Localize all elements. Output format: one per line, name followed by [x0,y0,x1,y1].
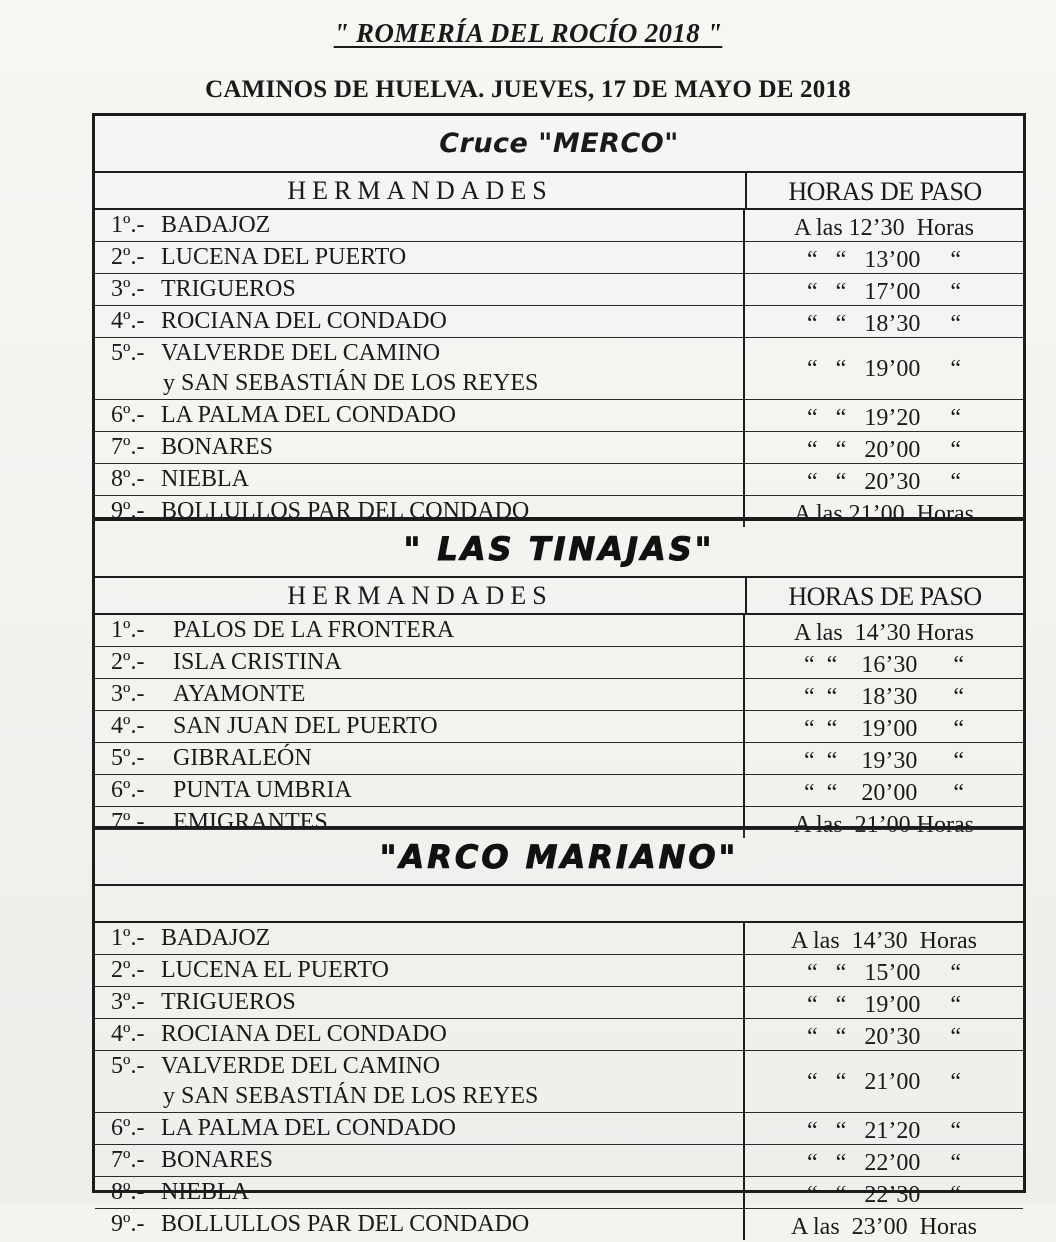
row-number: 4º.- [111,308,145,334]
hora-de-paso-cell: A las 12’30 Horas [794,214,974,241]
hermandad-name: LUCENA DEL PUERTO [161,244,407,270]
table-row [95,1019,1023,1051]
row-number: 6º.- [111,777,145,803]
hermandad-cell [95,338,745,399]
hora-de-paso-cell: A las 21’00 Horas [794,500,974,527]
table-row [95,615,1023,647]
table-row [95,647,1023,679]
column-header-hermandades: HERMANDADES [95,173,747,208]
column-header-horas: HORAS DE PASO [788,582,982,611]
row-number: 7º.- [111,809,145,835]
row-number: 5º.- [111,340,145,366]
table-row [95,923,1023,955]
hermandad-name: ROCIANA DEL CONDADO [161,1021,447,1047]
table-row [95,210,1023,242]
hora-de-paso-cell: “ “ 17’00 “ [807,278,961,305]
row-number: 2º.- [111,244,145,270]
hora-de-paso-cell: “ “ 18’30 “ [804,683,964,710]
table-row [95,1177,1023,1209]
hora-de-paso-cell: “ “ 16’30 “ [804,651,964,678]
hermandad-cell [95,615,745,646]
schedule-rows [95,923,1023,1240]
column-headers [95,578,1023,615]
hermandad-cell [95,711,745,742]
row-number: 1º.- [111,617,145,643]
section-arco-mariano [92,826,1026,1240]
row-number: 6º.- [111,402,145,428]
section-title: Cruce "MERCO" [95,116,1023,173]
hermandad-cell [95,1051,745,1112]
hermandad-name: VALVERDE DEL CAMINO [161,340,441,366]
table-row [95,242,1023,274]
column-headers [95,173,1023,210]
hora-de-paso-cell: “ “ 20’00 “ [804,779,964,806]
hermandad-name: VALVERDE DEL CAMINO [161,1053,441,1079]
document-title-text: " ROMERÍA DEL ROCÍO 2018 " [333,18,723,48]
hermandad-name: BONARES [161,434,274,460]
hermandad-name: NIEBLA [161,466,249,492]
hermandad-name: BADAJOZ [161,925,271,951]
hermandad-cell [95,923,745,954]
row-number: 4º.- [111,713,145,739]
hora-de-paso-cell: “ “ 22’30 “ [807,1181,961,1208]
hermandad-name-line2: y SAN SEBASTIÁN DE LOS REYES [163,370,539,396]
hermandad-name: NIEBLA [161,1179,249,1205]
hermandad-name: LUCENA EL PUERTO [161,957,389,983]
hermandad-cell [95,464,745,495]
hermandad-cell [95,743,745,774]
hermandad-cell [95,306,745,337]
row-number: 4º.- [111,1021,145,1047]
row-number: 9º.- [111,498,145,524]
hora-de-paso-cell: A las 21’00 Horas [794,811,974,838]
hermandad-cell [95,242,745,273]
document-title [0,18,1056,49]
hermandad-cell [95,1209,745,1240]
hermandad-cell [95,432,745,463]
row-number: 2º.- [111,957,145,983]
hermandad-cell [95,955,745,986]
hora-de-paso-cell: “ “ 20’30 “ [807,1023,961,1050]
hermandad-name: BOLLULLOS PAR DEL CONDADO [161,1211,530,1237]
section-cruce-merco [92,113,1026,527]
hermandad-name-line2: y SAN SEBASTIÁN DE LOS REYES [163,1083,539,1109]
hora-de-paso-cell: “ “ 18’30 “ [807,310,961,337]
hora-de-paso-cell: A las 14’30 Horas [791,927,977,954]
hermandad-name: LA PALMA DEL CONDADO [161,1115,456,1141]
hermandad-name: SAN JUAN DEL PUERTO [173,713,438,739]
hora-de-paso-cell: “ “ 21’20 “ [807,1117,961,1144]
document-subtitle: CAMINOS DE HUELVA. JUEVES, 17 DE MAYO DE 2018 [205,76,851,103]
hermandad-name: AYAMONTE [173,681,306,707]
table-row [95,274,1023,306]
row-number: 8º.- [111,466,145,492]
row-number: 6º.- [111,1115,145,1141]
hermandad-cell [95,679,745,710]
hora-de-paso-cell: “ “ 19’30 “ [804,747,964,774]
table-row [95,400,1023,432]
row-number: 5º.- [111,1053,145,1079]
hermandad-cell [95,1145,745,1176]
hermandad-cell [95,1177,745,1208]
row-number: 2º.- [111,649,145,675]
row-number: 1º.- [111,925,145,951]
table-row [95,1209,1023,1240]
hora-de-paso-cell: “ “ 20’00 “ [807,436,961,463]
row-number: 3º.- [111,681,145,707]
row-number: 7º.- [111,434,145,460]
row-number: 7º.- [111,1147,145,1173]
hermandad-name: EMIGRANTES [173,809,328,835]
hora-de-paso-cell: A las 23’00 Horas [791,1213,977,1240]
row-number: 5º.- [111,745,145,771]
table-row [95,1145,1023,1177]
table-row [95,338,1023,400]
hermandad-cell [95,1113,745,1144]
hora-de-paso-cell: “ “ 20’30 “ [807,468,961,495]
column-header-hermandades: HERMANDADES [95,578,747,613]
hermandad-name: TRIGUEROS [161,276,296,302]
table-row [95,464,1023,496]
table-row [95,743,1023,775]
hermandad-name: PALOS DE LA FRONTERA [173,617,455,643]
hermandad-cell [95,400,745,431]
hermandad-name: BONARES [161,1147,274,1173]
blank-header-row [95,886,1023,923]
hermandad-cell [95,210,745,241]
table-row [95,306,1023,338]
row-number: 8º.- [111,1179,145,1205]
hora-de-paso-cell: A las 14’30 Horas [794,619,974,646]
hermandad-name: LA PALMA DEL CONDADO [161,402,456,428]
section-title: " LAS TINAJAS" [95,521,1023,578]
table-row [95,711,1023,743]
hermandad-cell [95,647,745,678]
row-number: 3º.- [111,276,145,302]
section-title: "ARCO MARIANO" [95,829,1023,886]
table-row [95,432,1023,464]
hermandad-name: PUNTA UMBRIA [173,777,352,803]
hora-de-paso-cell: “ “ 19’20 “ [807,404,961,431]
schedule-rows [95,615,1023,838]
table-row [95,1051,1023,1113]
hermandad-name: ROCIANA DEL CONDADO [161,308,447,334]
hermandad-name: ISLA CRISTINA [173,649,342,675]
row-number: 9º.- [111,1211,145,1237]
table-row [95,679,1023,711]
hora-de-paso-cell: “ “ 19’00 “ [807,991,961,1018]
hora-de-paso-cell: “ “ 13’00 “ [807,246,961,273]
hermandad-name: TRIGUEROS [161,989,296,1015]
table-row [95,955,1023,987]
row-number: 1º.- [111,212,145,238]
table-row [95,1113,1023,1145]
row-number: 3º.- [111,989,145,1015]
hermandad-name: BOLLULLOS PAR DEL CONDADO [161,498,530,524]
column-header-horas: HORAS DE PASO [788,177,982,206]
table-row [95,987,1023,1019]
schedule-rows [95,210,1023,527]
hora-de-paso-cell: “ “ 19’00 “ [807,355,961,382]
hora-de-paso-cell: “ “ 19’00 “ [804,715,964,742]
hora-de-paso-cell: “ “ 15’00 “ [807,959,961,986]
hermandad-cell [95,1019,745,1050]
hermandad-cell [95,775,745,806]
hermandad-name: GIBRALEÓN [173,745,312,771]
hermandad-cell [95,274,745,305]
table-row [95,775,1023,807]
hermandad-cell [95,987,745,1018]
section-las-tinajas [92,518,1026,838]
hora-de-paso-cell: “ “ 22’00 “ [807,1149,961,1176]
hora-de-paso-cell: “ “ 21’00 “ [807,1068,961,1095]
hermandad-name: BADAJOZ [161,212,271,238]
